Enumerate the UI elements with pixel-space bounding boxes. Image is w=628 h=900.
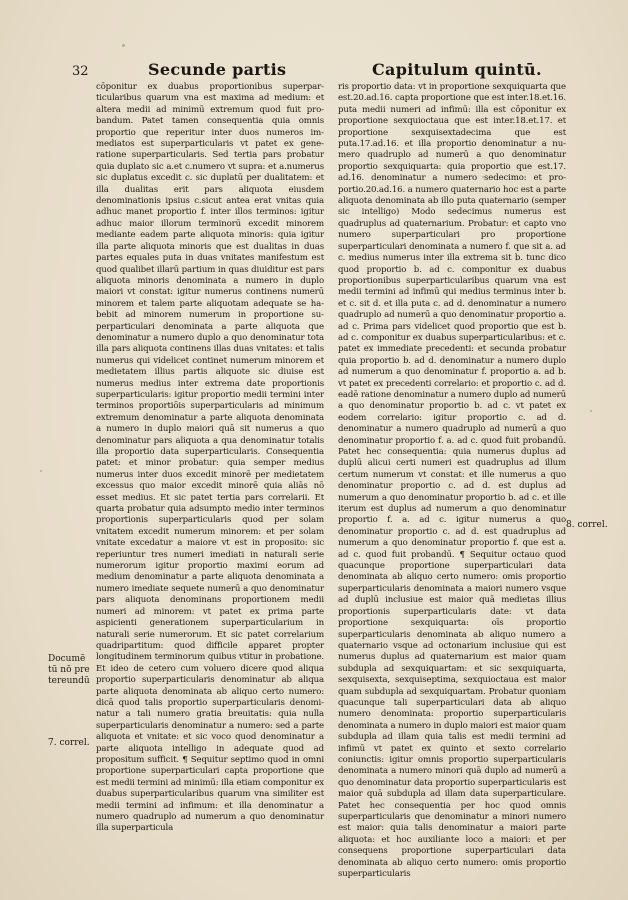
margin-note-eighth-corollary: 8. correl. bbox=[566, 520, 608, 530]
page-number: 32 bbox=[72, 64, 89, 79]
right-text-column bbox=[338, 82, 566, 880]
paper-speck bbox=[590, 410, 592, 412]
margin-note-seventh-corollary: 7. correl. bbox=[48, 738, 90, 748]
left-column-text: cōponitur ex duabus proportionibus superparticularibus quarum vna est maxima ad medium: et altera medii ad minimū extremum quod fuit probandum. Patet tamen consequentia quia omnis proportio que reperitur inter duos numeros immediatos est superparticularis vt patet ex generatione superparticularis. Sed tertia pars probatur quia duplato sic a.et c.numero vt supra: et a.numerus sic duplatus excedit c. sic duplatū per dualitatem: et illa dualitas erit pars aliquota eiusdem denominationis ipsius c.sicut antea erat vnitas quia adhuc manet proportio f. inter illos terminos: igitur adhuc maior illorum terminorū excedit minorem mediante eadem parte aliquota minoris: quia igitur illa parte aliquota minoris que est dualitas in duas partes equales puta in duas vnitates manifestum est quod qualibet illarū partium in quas diuiditur est pars aliquota minoris denominata a numero in duplo maiori vt constat: igitur numerus continens numerū minorem et talem parte aliquotam adequate se habebit ad minorem numerum in proportione superparticulari denominata a parte aliquota que denominatur a numero duplo a quo denominatur tota illa pars aliquota continens illas duas vnitates: et talis numerus qui videlicet continet numerum minorem et medietatem illius partis aliquote sic diuise est numerus medius inter extrema date proportionis superparticularis: igitur proportio medii termini inter terminos proportiōis superparticularis ad minimum extremum denominatur a parte aliquota denominata a numero in duplo maiori quā sit numerus a quo denominatur pars aliquota a qua denominatur totalis illa proportio data superparticularis. Consequentia patet: et minor probatur: quia semper medius numerus inter duos excedit minorē per medietatem excessus quo maior excedit minorē quia aliās nō esset medius. Et sic patet tertia pars correlarii. Et quarta probatur quia adsumpto medio inter terminos proportionis superparticularis quod per solam vnitatem excedit numerum minorem: et per solam vnitate excedatur a maiore vt est in proposito: sic reperiuntur tres numeri imediati in naturali serie numerorum igitur proportio maximi eorum ad medium denominatur a parte aliquota denominata a numero imediate sequete numerū a quo denominatur pars aliquota denominans proportionem medii numeri ad minorem: vt patet ex prima parte aspicienti generationem superparticularium in naturali serie numerorum. Et sic patet correlarium quadripartitum: quod difficile apparet propter longitudinem terminorum quibus vtitur in probatione. Et ideo de cetero cum voluero dicere quod aliqua proportio superparticularis denominatur ab aliqua parte aliquota denominata ab aliquo certo numero: dicā quod talis proportio superparticularis denominatur a tali numero gratia breuitatis: quia nulla superparticularis denominatur a numero: sed a parte aliquota et vnitate: et sic voco quod denominatur a parte aliquota intelligo in adequate quod ad propositum sufficit. ¶ Sequitur septimo quod in omni proportione superparticulari capta proportione que est medii termini ad minimū: illa etiam componitur ex duabus superparticularibus quarum vna similiter est medii termini ad infimum: et illa denominatur a numero quadruplo ad numerum a quo denominatur illa superparticula bbox=[96, 82, 324, 834]
running-header-right: Capitulum quintū. bbox=[372, 60, 542, 79]
paper-speck bbox=[122, 44, 125, 47]
margin-note-documentum: Documē tū nō pre tereundū bbox=[48, 654, 90, 686]
paper-speck bbox=[482, 176, 484, 178]
paper-speck bbox=[40, 470, 42, 472]
left-text-column bbox=[96, 82, 324, 835]
running-header-left: Secunde partis bbox=[148, 60, 287, 79]
right-column-text: ris proportio data: vt in proportione sexquiquarta que est.20.ad.16. capta proportione que est inter.18.et.16. puta medii numeri ad infimū: illa est cōponitur ex proportione sexquioctaua que est inter.18.et.17. et proportione sexquisextadecima que est puta.17.ad.16. et illa proportio denominatur a numero quadruplo ad numerū a quo denominatur proportio sexquiquarta: quia proportio que est.17. ad.16. denominatur a numero sedecimo: et proportio.20.ad.16. a numero quaternario hoc est a parte aliquota denominata ab illo puta quaternario (semper sic intelligo) Modo sedecimus numerus est quadruplus ad quaternarium. Probatur: et capto vno numero superparticulari pro proportione superparticulari denominata a numero f. que sit a. ad c. medius numerus inter illa extrema sit b. tunc dico quod proportio b. ad c. componitur ex duabus proportionibus superparticularibus quarum vna est medii termini ad infimū qui medius terminus inter b. et c. sit d. et illa puta c. ad d. denominatur a numero quadruplo ad numerū a quo denominatur proportio a. ad c. Prima pars videlicet quod proportio que est b. ad c. componitur ex duabus superparticularibus: et c. patet ex immediate precedenti: et secunda probatur quia proportio b. ad d. denominatur a numero duplo ad numerum a quo denominatur f. proportio a. ad b. vt patet ex precedenti correlario: et proportio c. ad d. eadē ratione denominatur a numero duplo ad numerū a quo denominatur proportio b. ad c. vt patet ex eodem correlario: igitur proportio c. ad d. denominatur a numero quadruplo ad numerū a quo denominatur proportio f. a. ad c. quod fuit probandū. Patet hec consequentia: quia numerus duplus ad duplū alicui certi numeri est quadruplus ad illum certum numerum vt constat: et ille numerus a quo denominatur proportio c. ad d. est duplus ad numerum a quo denominatur proportio b. ad c. et ille iterum est duplus ad numerum a quo denominatur proportio f. a. ad c. igitur numerus a quo denominatur proportio c. ad d. est quadruplus ad numerum a quo denominatur proportio f. que est a. ad c. quod fuit probandū. ¶ Sequitur octauo quod quacunque proportione superparticulari data denominata ab aliquo certo numero: omis proportio superparticularis denominata a maiori numero vsque ad duplū inclusiue est maior quā medietas illius proportionis superparticularis date: vt data proportione sexquiquarta: oīs proportio superparticularis denominata ab aliquo numero a quaternario vsque ad octonarium inclusiue qui est numerus duplus ad quaternarium est maior quam subdupla ad sexquiquartam: et sic sexquiquarta, sexquisexta, sexquiseptima, sexquioctaua est maior quam subdupla ad sexquiquartam. Probatur quoniam quacunque tali superparticulari data ab aliquo numero denominata: proportio superparticularis denominata a numero in duplo maiori est maior quam subdupla ad illam quia talis est medii termini ad infimū vt patet ex quinto et sexto correlario coniunctis: igitur omnis proportio superparticularis denominata a numero minori quā duplo ad numerū a quo denominatur data proportio superparticularis est maior quā subdupla ad illam data superparticulare. Patet hec consequentia per hoc quod omnis superparticularis que denominatur a minori numero est maior: quia talis denominatur a maiori parte aliquota: et hoc auxiliante loco a maiori: et per consequens proportione superparticulari data denominata ab aliquo certo numero: omis proportio superparticularis bbox=[338, 82, 566, 880]
